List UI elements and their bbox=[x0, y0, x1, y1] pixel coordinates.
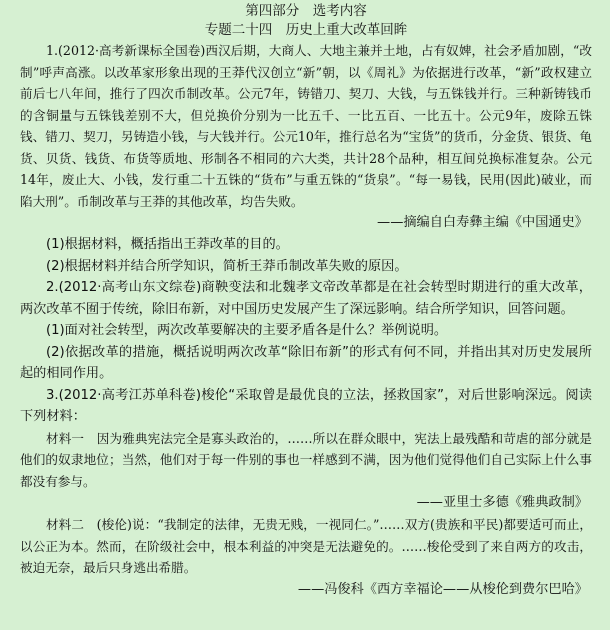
question-3-prompt: 3.(2012·高考江苏单科卷)梭伦“采取曾是最优良的立法，拯救国家”，对后世影响深远。阅读下列材料： bbox=[20, 387, 592, 424]
question-1-sub-1: (1)根据材料，概括指出王莽改革的目的。 bbox=[46, 237, 289, 252]
question-3-material-1-source: ——亚里士多德《雅典政制》 bbox=[416, 495, 588, 510]
question-1-source: ——摘编自白寿彝主编《中国通史》 bbox=[377, 215, 588, 230]
question-1-sub-2: (2)根据材料并结合所学知识，简析王莽币制改革失败的原因。 bbox=[46, 258, 408, 274]
question-3-material-2-source: ——冯俊科《西方幸福论——从梭伦到费尔巴哈》 bbox=[297, 581, 588, 597]
part-heading: 第四部分 选考内容 bbox=[245, 3, 367, 19]
topic-heading: 专题二十四 历史上重大改革回眸 bbox=[204, 22, 408, 38]
question-3-material-1: 材料一 因为雅典宪法完全是寡头政治的，……所以在群众眼中，宪法上最残酷和苛虐的部分就是他们的奴隶地位；当然，他们对于每一件别的事也一样感到不满，因为他们觉得他们自己实际上什么事都没有参与。 bbox=[20, 430, 592, 489]
question-2-prompt: 2.(2012·高考山东文综卷)商鞅变法和北魏孝文帝改革都是在社会转型时期进行的重大改革，两次改革不囿于传统，除旧布新，对中国历史发展产生了深远影响。结合所学知识，回答问题。 bbox=[20, 280, 592, 317]
question-2-sub-1: (1)面对社会转型，两次改革要解决的主要矛盾各是什么？举例说明。 bbox=[46, 323, 448, 338]
question-3-material-2: 材料二 (梭伦)说：“我制定的法律，无贵无贱，一视同仁。”……双方(贵族和平民)都要适可而止，以公正为本。然而，在阶级社会中，根本利益的冲突是无法避免的。……梭伦受到了来自两方的攻击，被迫无奈，最后只身逃出希腊。 bbox=[20, 517, 592, 575]
question-2-sub-2: (2)依据改革的措施，概括说明两次改革“除旧布新”的形式有何不同，并指出其对历史发展所起的相同作用。 bbox=[20, 344, 592, 381]
question-1-prompt: 1.(2012·高考新课标全国卷)西汉后期，大商人、大地主兼并土地，占有奴婢，社会矛盾加剧，“改制”呼声高涨。以改革家形象出现的王莽代汉创立“新”朝，以《周礼》为依据进行改革，“新”政权建立前后七八年间，推行了四次币制改革。公元7年，铸错刀、契刀、大钱，与五铢钱并行。三种新铸钱币的含铜量与五铢钱差别不大，但兑换价分别为一比五千、一比五百、一比五十。公元9年，废除五铢钱、错刀、契刀，另铸造小钱，与大钱并行。公元10年，推行总名为“宝货”的货币，分金货、银货、龟货、贝货、钱货、布货等质地、形制各不相同的六大类，共计28个品种，相互间兑换标准复杂。公元14年，废止大、小钱，发行重二十五铢的“货布”与重五铢的“货泉”。“每一易钱，民用(因此)破业，而陷大刑”。币制改革与王莽的其他改革，均告失败。 bbox=[20, 43, 592, 209]
